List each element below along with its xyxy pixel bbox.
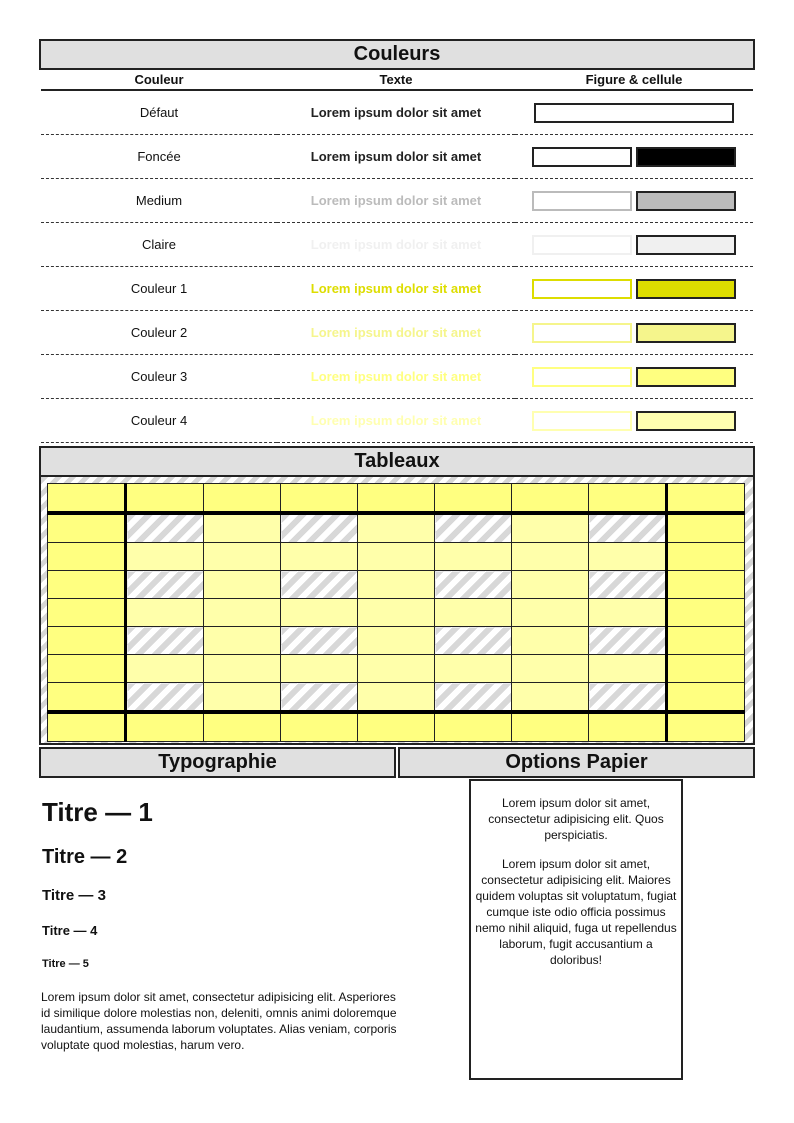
figure-swatch <box>532 367 632 387</box>
color-row <box>41 223 753 267</box>
color-sample-text: Lorem ipsum dolor sit amet <box>277 223 515 267</box>
cell-swatch <box>636 235 736 255</box>
table-row <box>48 543 745 571</box>
table-cell <box>667 543 745 571</box>
table-cell <box>204 571 281 599</box>
table-cell <box>281 599 358 627</box>
typography-body-text: Lorem ipsum dolor sit amet, consectetur adipisicing elit. Asperiores id similique dolore molestias non, deleniti, omnis animi doloremque laudantium, assumenda laborum voluptates. Alias veniam, corporis voluptate quod molestias, harum vero. <box>41 990 397 1052</box>
color-row <box>41 399 753 443</box>
table-cell <box>589 543 667 571</box>
table-cell <box>667 712 745 742</box>
table-cell <box>126 712 204 742</box>
table-cell <box>435 543 512 571</box>
table-cell <box>48 484 126 514</box>
table-row <box>48 571 745 599</box>
color-swatches <box>515 311 753 355</box>
table-cell <box>512 712 589 742</box>
table-cell <box>589 712 667 742</box>
tableaux-frame <box>39 475 755 745</box>
table-cell <box>589 655 667 683</box>
titre-3: Titre — 3 <box>42 887 106 904</box>
table-cell <box>512 627 589 655</box>
color-row <box>41 267 753 311</box>
color-swatches <box>515 355 753 399</box>
table-row <box>48 655 745 683</box>
color-row <box>41 90 753 135</box>
table-cell <box>512 484 589 514</box>
table-cell <box>667 627 745 655</box>
cell-swatch <box>636 147 736 167</box>
table-cell <box>589 484 667 514</box>
table-cell <box>281 627 358 655</box>
table-cell <box>667 683 745 713</box>
color-name: Couleur 2 <box>41 311 277 355</box>
typographie-section-header: Typographie <box>39 747 396 778</box>
table-cell <box>435 627 512 655</box>
table-cell <box>204 543 281 571</box>
table-cell <box>512 683 589 713</box>
table-row <box>48 712 745 742</box>
table-cell <box>512 655 589 683</box>
column-header-figure: Figure & cellule <box>515 70 753 90</box>
table-cell <box>358 571 435 599</box>
table-cell <box>126 513 204 543</box>
table-cell <box>126 683 204 713</box>
color-swatches <box>515 399 753 443</box>
table-cell <box>667 513 745 543</box>
tableaux-section-header: Tableaux <box>39 446 755 477</box>
color-row <box>41 179 753 223</box>
table-cell <box>512 599 589 627</box>
color-row <box>41 311 753 355</box>
table-cell <box>435 712 512 742</box>
table-cell <box>589 599 667 627</box>
color-swatches <box>515 267 753 311</box>
table-cell <box>667 571 745 599</box>
color-sample-text: Lorem ipsum dolor sit amet <box>277 135 515 179</box>
color-sample-text: Lorem ipsum dolor sit amet <box>277 267 515 311</box>
colors-table <box>41 70 753 443</box>
table-cell <box>281 655 358 683</box>
table-cell <box>358 543 435 571</box>
color-sample-text: Lorem ipsum dolor sit amet <box>277 179 515 223</box>
color-sample-text: Lorem ipsum dolor sit amet <box>277 399 515 443</box>
color-name: Couleur 4 <box>41 399 277 443</box>
table-cell <box>281 683 358 713</box>
table-row <box>48 627 745 655</box>
color-swatches <box>515 179 753 223</box>
table-cell <box>358 712 435 742</box>
table-cell <box>358 599 435 627</box>
color-swatches <box>515 135 753 179</box>
color-name: Couleur 1 <box>41 267 277 311</box>
color-sample-text: Lorem ipsum dolor sit amet <box>277 355 515 399</box>
color-row <box>41 135 753 179</box>
table-cell <box>204 655 281 683</box>
table-cell <box>281 543 358 571</box>
table-cell <box>48 627 126 655</box>
table-cell <box>281 513 358 543</box>
table-cell <box>48 513 126 543</box>
cell-swatch <box>636 323 736 343</box>
table-cell <box>435 571 512 599</box>
figure-swatch <box>532 279 632 299</box>
table-cell <box>204 627 281 655</box>
table-cell <box>512 571 589 599</box>
table-cell <box>204 484 281 514</box>
column-header-texte: Texte <box>277 70 515 90</box>
table-cell <box>667 484 745 514</box>
options-papier-section-header: Options Papier <box>398 747 755 778</box>
figure-swatch <box>532 323 632 343</box>
table-cell <box>589 627 667 655</box>
titre-1: Titre — 1 <box>42 797 153 827</box>
table-cell <box>48 543 126 571</box>
color-sample-text: Lorem ipsum dolor sit amet <box>277 311 515 355</box>
figure-swatch <box>532 147 632 167</box>
table-cell <box>435 655 512 683</box>
table-cell <box>358 683 435 713</box>
table-cell <box>358 655 435 683</box>
table-cell <box>667 655 745 683</box>
paper-options-box <box>469 779 683 1080</box>
cell-swatch <box>636 191 736 211</box>
table-cell <box>512 543 589 571</box>
color-name: Défaut <box>41 90 277 135</box>
table-cell <box>48 712 126 742</box>
table-cell <box>281 712 358 742</box>
table-row <box>48 599 745 627</box>
color-name: Medium <box>41 179 277 223</box>
paper-paragraph-2: Lorem ipsum dolor sit amet, consectetur adipisicing elit. Maiores quidem voluptas sit voluptatum, fugiat cumque iste odio officia possimus nemo nihil aliquid, fuga ut repellendus laborum, fugit accusantium a doloribus! <box>475 857 677 967</box>
table-cell <box>589 513 667 543</box>
table-cell <box>512 513 589 543</box>
color-swatches <box>515 90 753 135</box>
color-swatches <box>515 223 753 267</box>
table-cell <box>126 484 204 514</box>
color-row <box>41 355 753 399</box>
table-row <box>48 484 745 514</box>
table-cell <box>281 571 358 599</box>
paper-paragraph-1: Lorem ipsum dolor sit amet, consectetur adipisicing elit. Quos perspiciatis. <box>488 796 664 842</box>
color-name: Foncée <box>41 135 277 179</box>
table-cell <box>589 683 667 713</box>
table-cell <box>281 484 358 514</box>
table-cell <box>48 683 126 713</box>
column-header-couleur: Couleur <box>41 70 277 90</box>
table-cell <box>435 484 512 514</box>
titre-4: Titre — 4 <box>42 923 98 938</box>
table-cell <box>126 655 204 683</box>
couleurs-section-header: Couleurs <box>39 39 755 70</box>
table-cell <box>358 627 435 655</box>
table-cell <box>589 571 667 599</box>
table-cell <box>126 627 204 655</box>
titre-5: Titre — 5 <box>42 958 89 970</box>
table-cell <box>126 571 204 599</box>
table-cell <box>126 599 204 627</box>
table-cell <box>435 513 512 543</box>
table-cell <box>435 599 512 627</box>
sample-table <box>47 483 745 742</box>
figure-swatch <box>532 411 632 431</box>
cell-swatch <box>636 411 736 431</box>
table-cell <box>48 655 126 683</box>
table-cell <box>48 599 126 627</box>
table-cell <box>204 712 281 742</box>
table-row <box>48 683 745 713</box>
table-cell <box>358 513 435 543</box>
cell-swatch <box>636 279 736 299</box>
table-cell <box>358 484 435 514</box>
color-sample-text: Lorem ipsum dolor sit amet <box>277 90 515 135</box>
figure-swatch <box>532 235 632 255</box>
table-row <box>48 513 745 543</box>
table-cell <box>204 683 281 713</box>
table-cell <box>667 599 745 627</box>
table-cell <box>126 543 204 571</box>
figure-swatch <box>534 103 734 123</box>
colors-table-header-row <box>41 70 753 90</box>
titre-2: Titre — 2 <box>42 846 128 868</box>
cell-swatch <box>636 367 736 387</box>
figure-swatch <box>532 191 632 211</box>
table-cell <box>48 571 126 599</box>
table-cell <box>204 599 281 627</box>
color-name: Couleur 3 <box>41 355 277 399</box>
color-name: Claire <box>41 223 277 267</box>
table-cell <box>204 513 281 543</box>
table-cell <box>435 683 512 713</box>
